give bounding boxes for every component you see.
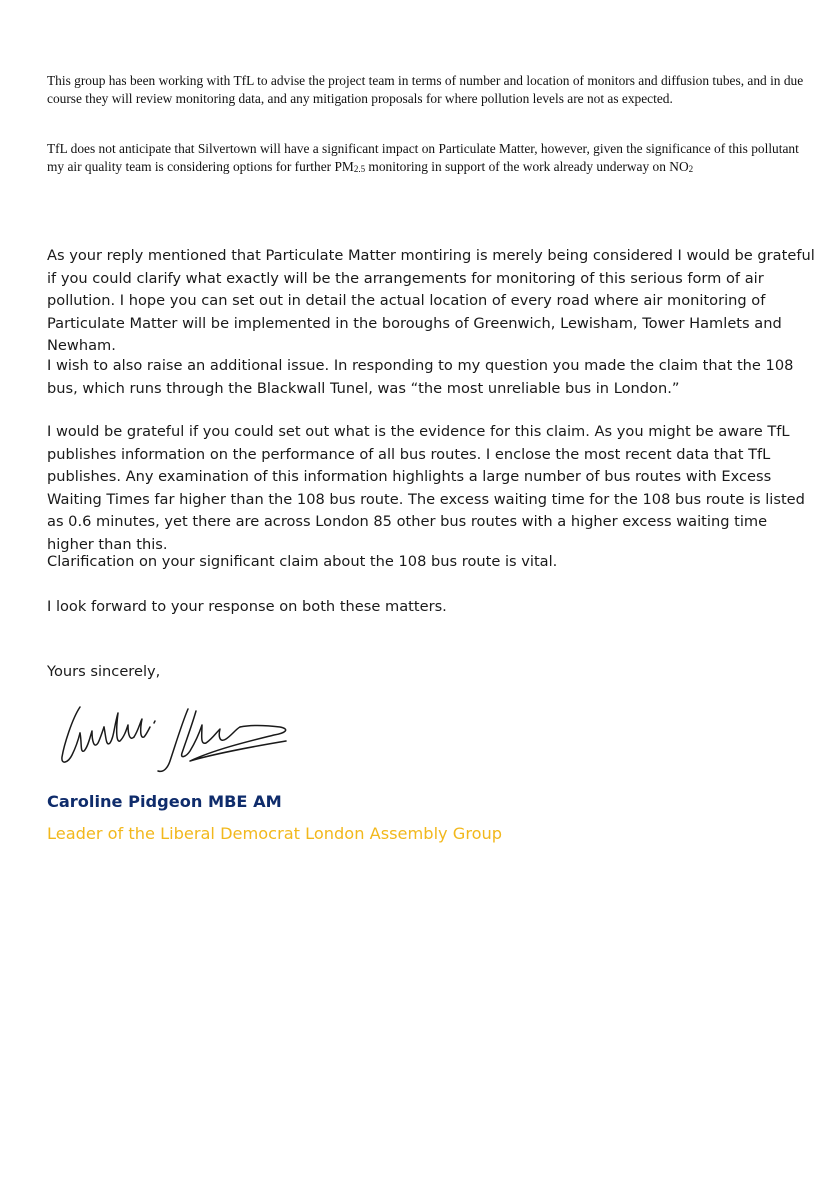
handwritten-signature xyxy=(50,697,310,777)
letter-paragraph-4: Clarification on your significant claim about the 108 bus route is vital. xyxy=(47,553,558,570)
letter-paragraph-5: I look forward to your response on both these matters. xyxy=(47,598,447,615)
quoted-paragraph-2-text: TfL does not anticipate that Silvertown will have a significant impact on Particulate Matter, however, given the significance of this pollutant my air quality team is considering options for further PM xyxy=(47,141,799,174)
quoted-paragraph-1: This group has been working with TfL to advise the project team in terms of number and location of monitors and diffusion tubes, and in due course they will review monitoring data, and any mitigation proposals for where pollution levels are not as expected. xyxy=(47,73,804,106)
letter-paragraph-2: I wish to also raise an additional issue. In responding to my question you made the claim that the 108 bus, which runs through the Blackwall Tunel, was “the most unreliable bus in London.” xyxy=(47,357,794,397)
closing-salutation: Yours sincerely, xyxy=(47,663,161,680)
quoted-paragraph-2-continued: monitoring in support of the work already underway on NO xyxy=(365,159,689,174)
no2-subscript: 2 xyxy=(688,164,694,174)
letter-paragraph-1: As your reply mentioned that Particulate Matter montiring is merely being considered I would be grateful if you could clarify what exactly will be the arrangements for monitoring of this serious form of air pollution. I hope you can set out in detail the actual location of every road where air monitoring of Particulate Matter will be implemented in the boroughs of Greenwich, Lewisham, Tower Hamlets and Newham. xyxy=(47,247,815,355)
signatory-name: Caroline Pidgeon MBE AM xyxy=(47,792,282,811)
letter-paragraph-3: I would be grateful if you could set out what is the evidence for this claim. As you might be aware TfL publishes information on the performance of all bus routes. I enclose the most recent data that TfL publishes. Any examination of this information highlights a large number of bus routes with Excess Waiting Times far higher than the 108 bus route. The excess waiting time for the 108 bus route is listed as 0.6 minutes, yet there are across London 85 other bus routes with a higher excess waiting time higher than this. xyxy=(47,423,805,553)
pm-subscript: 2.5 xyxy=(353,164,366,174)
signatory-title: Leader of the Liberal Democrat London Assembly Group xyxy=(47,824,503,843)
quoted-paragraph-2 xyxy=(47,140,817,177)
